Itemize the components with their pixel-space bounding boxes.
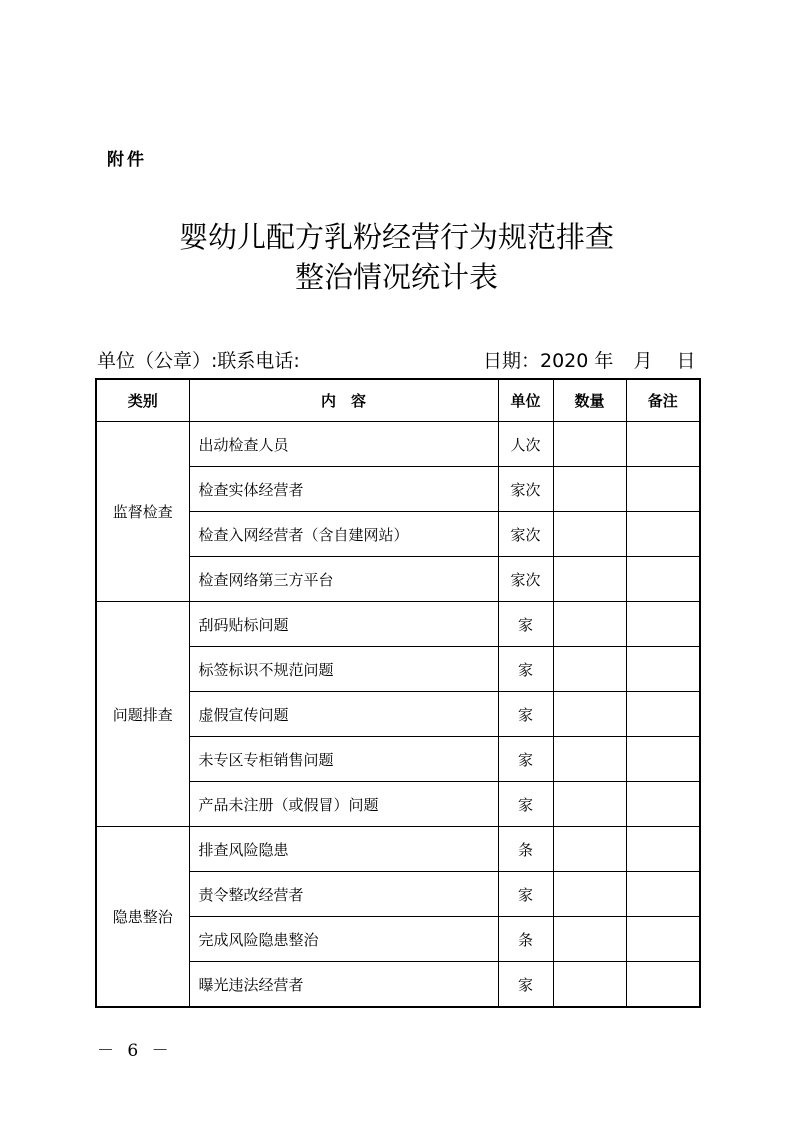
item-cell: 未专区专柜销售问题: [189, 737, 498, 782]
remarks-cell[interactable]: [626, 917, 700, 962]
quantity-cell[interactable]: [553, 872, 626, 917]
remarks-cell[interactable]: [626, 782, 700, 827]
unit-cell: 家次: [498, 557, 553, 602]
remarks-cell[interactable]: [626, 602, 700, 647]
unit-cell: 家: [498, 782, 553, 827]
item-cell: 刮码贴标问题: [189, 602, 498, 647]
unit-cell: 家: [498, 647, 553, 692]
unit-cell: 家次: [498, 512, 553, 557]
item-cell: 检查入网经营者（含自建网站）: [189, 512, 498, 557]
unit-cell: 家次: [498, 467, 553, 512]
remarks-cell[interactable]: [626, 827, 700, 872]
item-cell: 出动检查人员: [189, 422, 498, 467]
unit-cell: 家: [498, 737, 553, 782]
month-label: 月: [633, 350, 653, 372]
header-unit: 单位: [498, 379, 553, 422]
remarks-cell[interactable]: [626, 692, 700, 737]
quantity-cell[interactable]: [553, 647, 626, 692]
remarks-cell[interactable]: [626, 647, 700, 692]
item-cell: 检查实体经营者: [189, 467, 498, 512]
category-cell: 监督检查: [96, 422, 189, 602]
unit-cell: 人次: [498, 422, 553, 467]
table-header-row: [96, 379, 700, 422]
date-label: 日期：2020 年: [483, 350, 614, 372]
remarks-cell[interactable]: [626, 737, 700, 782]
header-content: 内 容: [189, 379, 498, 422]
quantity-cell[interactable]: [553, 557, 626, 602]
category-cell: 隐患整治: [96, 827, 189, 1008]
quantity-cell[interactable]: [553, 962, 626, 1008]
remarks-cell[interactable]: [626, 962, 700, 1008]
unit-cell: 家: [498, 602, 553, 647]
item-cell: 排查风险隐患: [189, 827, 498, 872]
statistics-table: [95, 378, 701, 1008]
quantity-cell[interactable]: [553, 827, 626, 872]
unit-label: 单位（公章）:: [97, 350, 218, 372]
quantity-cell[interactable]: [553, 602, 626, 647]
unit-cell: 家: [498, 692, 553, 737]
item-cell: 检查网络第三方平台: [189, 557, 498, 602]
quantity-cell[interactable]: [553, 782, 626, 827]
unit-cell: 条: [498, 827, 553, 872]
item-cell: 标签标识不规范问题: [189, 647, 498, 692]
remarks-cell[interactable]: [626, 467, 700, 512]
day-label: 日: [676, 350, 696, 372]
table-row: [96, 422, 700, 467]
quantity-cell[interactable]: [553, 422, 626, 467]
unit-phone-line: [97, 346, 300, 373]
item-cell: 曝光违法经营者: [189, 962, 498, 1008]
unit-cell: 家: [498, 872, 553, 917]
phone-label: 联系电话:: [217, 350, 300, 372]
item-cell: 责令整改经营者: [189, 872, 498, 917]
header-quantity: 数量: [553, 379, 626, 422]
remarks-cell[interactable]: [626, 512, 700, 557]
attachment-label: 附件: [107, 150, 147, 170]
quantity-cell[interactable]: [553, 512, 626, 557]
item-cell: 完成风险隐患整治: [189, 917, 498, 962]
document-title-line2: 整治情况统计表: [294, 260, 498, 294]
quantity-cell[interactable]: [553, 917, 626, 962]
remarks-cell[interactable]: [626, 422, 700, 467]
table-row: [96, 602, 700, 647]
header-category: 类别: [96, 379, 189, 422]
item-cell: 产品未注册（或假冒）问题: [189, 782, 498, 827]
page-number: － 6 －: [97, 1041, 173, 1061]
item-cell: 虚假宣传问题: [189, 692, 498, 737]
unit-cell: 家: [498, 962, 553, 1008]
table-row: [96, 827, 700, 872]
remarks-cell[interactable]: [626, 872, 700, 917]
unit-cell: 条: [498, 917, 553, 962]
date-line: [483, 346, 696, 373]
document-title-line1: 婴幼儿配方乳粉经营行为规范排查: [178, 220, 614, 254]
quantity-cell[interactable]: [553, 692, 626, 737]
quantity-cell[interactable]: [553, 467, 626, 512]
category-cell: 问题排查: [96, 602, 189, 827]
remarks-cell[interactable]: [626, 557, 700, 602]
header-remarks: 备注: [626, 379, 700, 422]
quantity-cell[interactable]: [553, 737, 626, 782]
